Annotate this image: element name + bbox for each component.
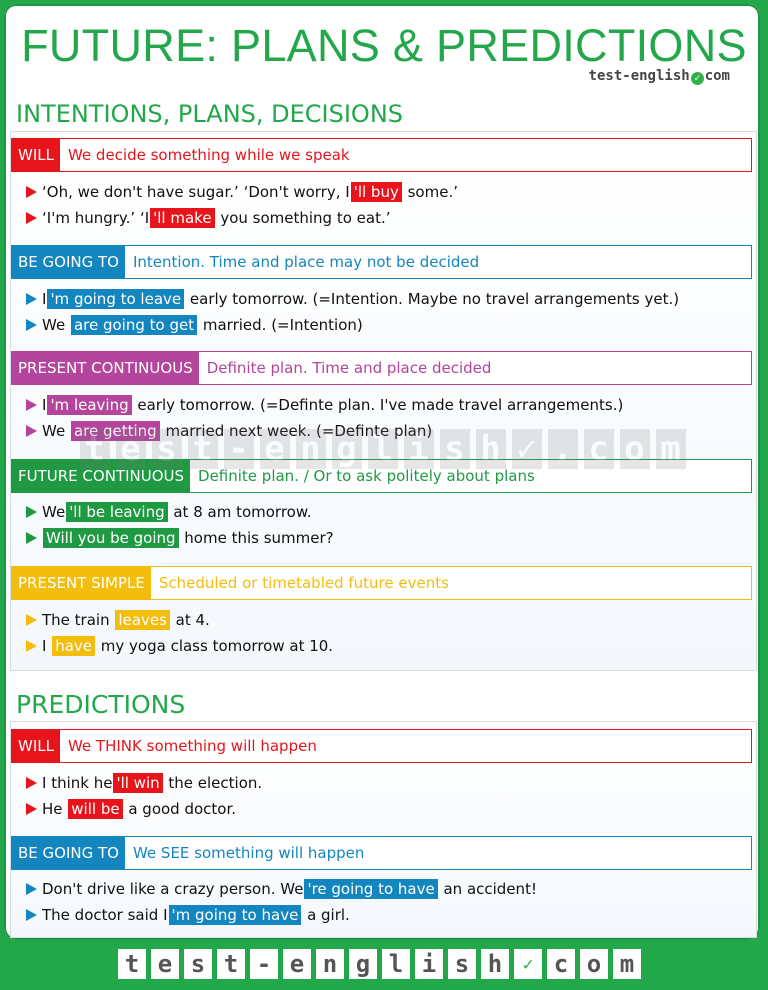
rule-header (11, 459, 752, 493)
example-text: at 4. (170, 611, 210, 629)
example-text: I (42, 637, 52, 655)
footer-letter-tile: c (547, 949, 575, 979)
highlighted-verb: 're going to have (304, 879, 437, 899)
rule-description: Scheduled or timetabled future events (158, 574, 449, 592)
rule-tag: BE GOING TO (12, 246, 125, 278)
highlighted-verb: leaves (115, 610, 170, 630)
triangle-bullet-icon (26, 319, 37, 331)
rule-header (11, 138, 752, 172)
example-text: I (42, 290, 47, 308)
footer-letter-tile: i (415, 949, 443, 979)
footer-letter-tile: s (184, 949, 212, 979)
example-text: an accident! (438, 880, 537, 898)
example-text: I (42, 396, 47, 414)
triangle-bullet-icon (26, 399, 37, 411)
rule-description: We decide something while we speak (67, 146, 350, 164)
example-text: you something to eat.’ (215, 209, 391, 227)
triangle-bullet-icon (26, 532, 37, 544)
example-text: We (42, 422, 70, 440)
footer-letter-tile: l (382, 949, 410, 979)
example-sentence (26, 501, 312, 523)
example-text: at 8 am tomorrow. (168, 503, 312, 521)
example-text: home this summer? (179, 529, 334, 547)
example-sentence (26, 420, 432, 442)
example-text: The train (42, 611, 115, 629)
example-sentence (26, 609, 210, 631)
footer-brand (118, 949, 641, 981)
example-text: Don't drive like a crazy person. We (42, 880, 304, 898)
rule-description: Definite plan. / Or to ask politely about plans (198, 467, 535, 485)
footer-letter-tile: m (613, 949, 641, 979)
example-sentence (26, 181, 458, 203)
example-sentence (26, 878, 537, 900)
example-text: my yoga class tomorrow at 10. (96, 637, 334, 655)
highlighted-verb: Will you be going (43, 528, 179, 548)
example-text: I think he (42, 774, 113, 792)
rule-header (11, 836, 752, 870)
rule-header (11, 245, 752, 279)
example-sentence (26, 904, 350, 926)
example-text: We (42, 503, 66, 521)
highlighted-verb: 'm going to have (169, 905, 302, 925)
footer-letter-tile: n (316, 949, 344, 979)
triangle-bullet-icon (26, 614, 37, 626)
rule-description: We SEE something will happen (132, 844, 365, 862)
brand-suffix: com (704, 68, 730, 84)
triangle-bullet-icon (26, 777, 37, 789)
example-text: The doctor said I (42, 906, 168, 924)
rule-description: We THINK something will happen (67, 737, 317, 755)
highlighted-verb: 'm going to leave (47, 289, 184, 309)
highlighted-verb: 'll be leaving (66, 502, 167, 522)
footer-letter-tile: t (118, 949, 146, 979)
example-sentence (26, 798, 236, 820)
highlighted-verb: 'll make (150, 208, 214, 228)
footer-letter-tile: g (349, 949, 377, 979)
plans-heading: INTENTIONS, PLANS, DECISIONS (16, 100, 404, 128)
highlighted-verb: are going to get (71, 315, 197, 335)
triangle-bullet-icon (26, 506, 37, 518)
rule-header (11, 351, 752, 385)
rule-tag: WILL (12, 139, 60, 171)
highlighted-verb: 'm leaving (47, 395, 131, 415)
example-text: early tomorrow. (=Definte plan. I've made travel arrangements.) (132, 396, 624, 414)
triangle-bullet-icon (26, 425, 37, 437)
example-sentence (26, 394, 623, 416)
triangle-bullet-icon (26, 803, 37, 815)
rule-header (11, 729, 752, 763)
example-sentence (26, 635, 333, 657)
example-text: a girl. (302, 906, 350, 924)
example-sentence (26, 314, 363, 336)
example-text: married next week. (=Definte plan) (160, 422, 433, 440)
example-sentence (26, 772, 262, 794)
highlighted-verb: 'll buy (351, 182, 402, 202)
footer-letter-tile: t (217, 949, 245, 979)
example-sentence (26, 207, 391, 229)
brand-name: test-english (588, 68, 690, 84)
example-sentence (26, 527, 334, 549)
check-icon: ✓ (514, 949, 542, 979)
example-text: married. (=Intention) (198, 316, 363, 334)
triangle-bullet-icon (26, 186, 37, 198)
footer-letter-tile: s (448, 949, 476, 979)
footer-letter-tile: h (481, 949, 509, 979)
example-text: ‘Oh, we don't have sugar.’ ‘Don't worry, I (42, 183, 350, 201)
footer-letter-tile: e (151, 949, 179, 979)
triangle-bullet-icon (26, 640, 37, 652)
highlighted-verb: have (52, 636, 95, 656)
rule-tag: FUTURE CONTINUOUS (12, 460, 190, 492)
rule-tag: BE GOING TO (12, 837, 125, 869)
page-title: FUTURE: PLANS & PREDICTIONS (21, 20, 747, 71)
rule-description: Intention. Time and place may not be decided (132, 253, 480, 271)
example-sentence (26, 288, 679, 310)
example-text: a good doctor. (123, 800, 237, 818)
predictions-heading: PREDICTIONS (16, 690, 186, 719)
example-text: We (42, 316, 70, 334)
triangle-bullet-icon (26, 293, 37, 305)
triangle-bullet-icon (26, 883, 37, 895)
example-text: He (42, 800, 68, 818)
triangle-bullet-icon (26, 909, 37, 921)
example-text: the election. (163, 774, 263, 792)
example-text: some.’ (402, 183, 458, 201)
triangle-bullet-icon (26, 212, 37, 224)
rule-tag: PRESENT CONTINUOUS (12, 352, 199, 384)
example-text: ‘I'm hungry.’ ‘I (42, 209, 150, 227)
check-icon: ✓ (691, 72, 704, 85)
highlighted-verb: will be (68, 799, 122, 819)
highlighted-verb: 'll win (113, 773, 162, 793)
rule-header (11, 566, 752, 600)
rule-description: Definite plan. Time and place decided (206, 359, 492, 377)
rule-tag: WILL (12, 730, 60, 762)
example-text: early tomorrow. (=Intention. Maybe no travel arrangements yet.) (185, 290, 680, 308)
footer-letter-tile: - (250, 949, 278, 979)
brand-logo (589, 68, 730, 85)
highlighted-verb: are getting (71, 421, 160, 441)
rule-tag: PRESENT SIMPLE (12, 567, 151, 599)
footer-letter-tile: o (580, 949, 608, 979)
footer-letter-tile: e (283, 949, 311, 979)
